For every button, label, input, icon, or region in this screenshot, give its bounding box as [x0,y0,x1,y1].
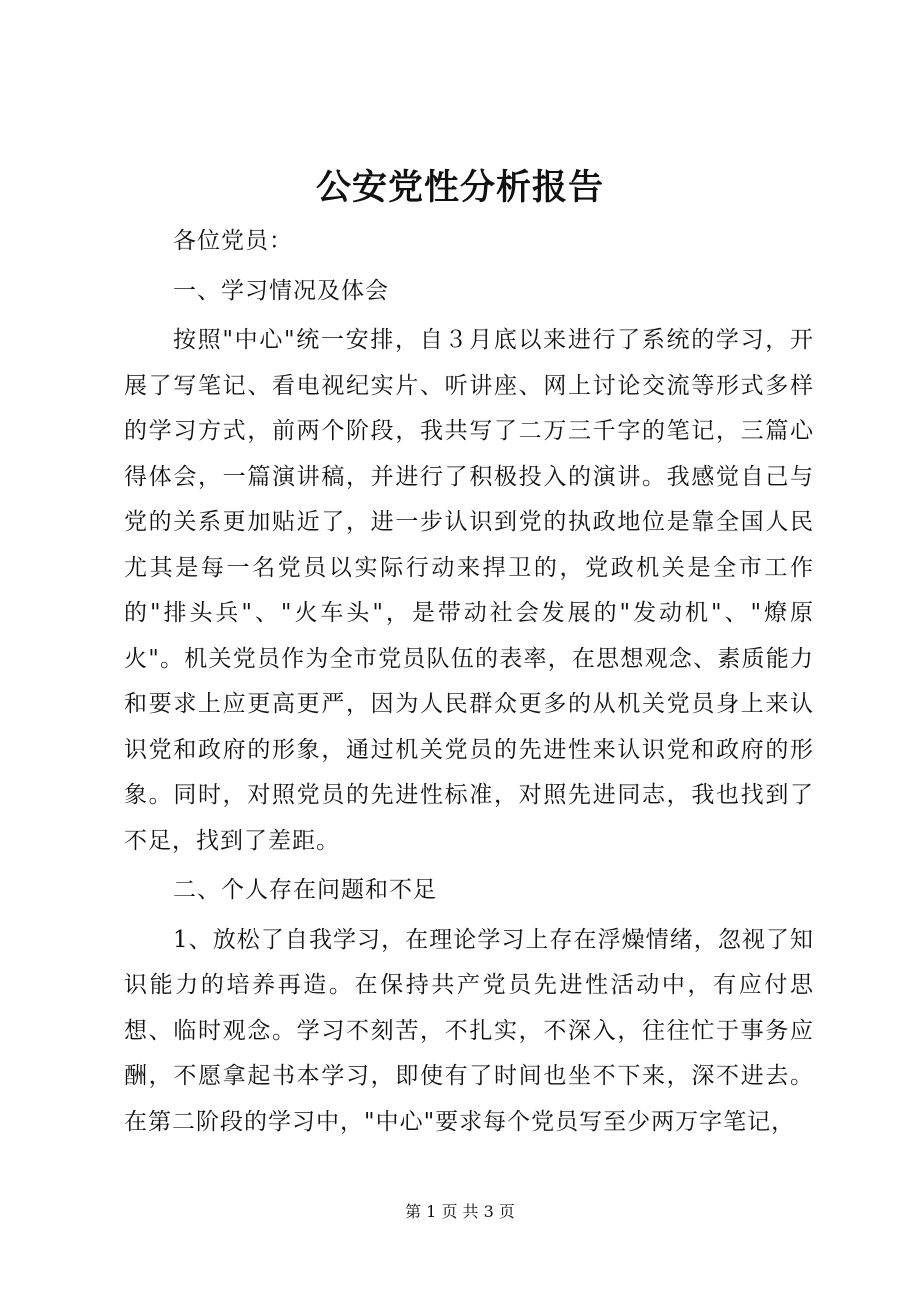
body-paragraph-study: 按照"中心"统一安排，自３月底以来进行了系统的学习，开展了写笔记、看电视纪实片、听讲座、网上讨论交流等形式多样的学习方式，前两个阶段，我共写了二万三千字的笔记，三篇心得体会，一篇演讲稿，并进行了积极投入的演讲。我感觉自己与党的关系更加贴近了，进一步认识到党的执政地位是靠全国人民尤其是每一名党员以实际行动来捍卫的，党政机关是全市工作的"排头兵"、"火车头"，是带动社会发展的"发动机"、"燎原火"。机关党员作为全市党员队伍的表率，在思想观念、素质能力和要求上应更高更严，因为人民群众更多的从机关党员身上来认识党和政府的形象，通过机关党员的先进性来认识党和政府的形象。同时，对照党员的先进性标准，对照先进同志，我也找到了不足，找到了差距。 [124,327,814,854]
section-heading-study: 一、学习情况及体会 [173,277,389,304]
document-body [124,219,814,1149]
section-heading-problems: 二、个人存在问题和不足 [173,877,437,903]
salutation-paragraph: 各位党员： [173,228,293,254]
body-paragraph-problem-1: 1、放松了自我学习，在理论学习上存在浮燥情绪，忽视了知识能力的培养再造。在保持共产党员先进性活动中，有应付思想、临时观念。学习不刻苦，不扎实，不深入，往往忙于事务应酬，不愿拿起书本学习，即使有了时间也坐不下来，深不进去。在第二阶段的学习中，"中心"要求每个党员写至少两万字笔记， [124,926,814,1135]
page-indicator: 第 1 页 共 3 页 [405,1202,515,1221]
document-title: 公安党性分析报告 [315,167,604,208]
